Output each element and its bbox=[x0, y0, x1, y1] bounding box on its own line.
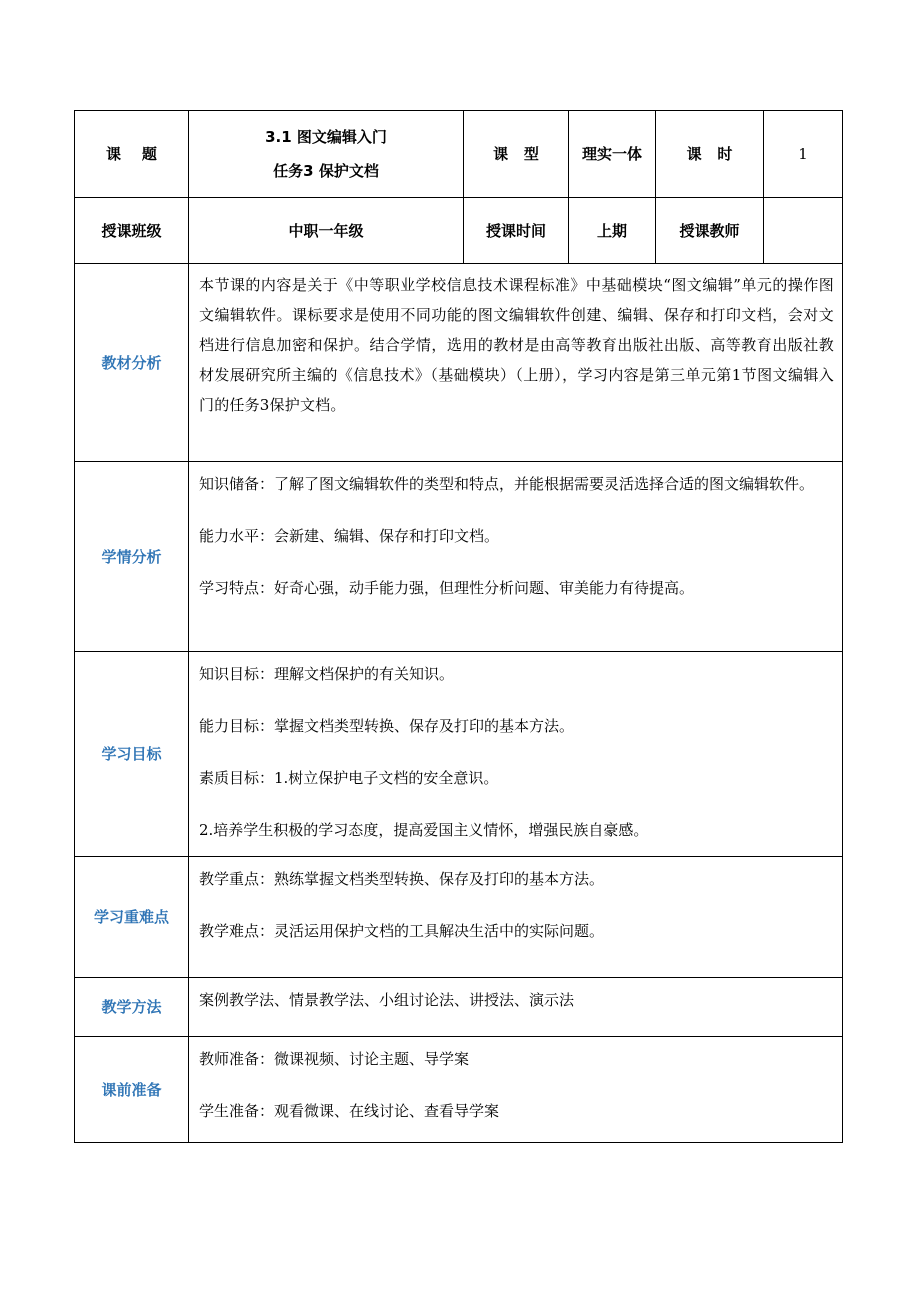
methods-label: 教学方法 bbox=[75, 978, 189, 1037]
preparation-row bbox=[75, 1037, 843, 1143]
class-label: 授课班级 bbox=[75, 198, 189, 264]
type-value: 理实一体 bbox=[569, 111, 656, 198]
methods-row bbox=[75, 978, 843, 1037]
teacher-value bbox=[764, 198, 843, 264]
textbook-text: 本节课的内容是关于《中等职业学校信息技术课程标准》中基础模块“图文编辑”单元的操作图文编辑软件。课标要求是使用不同功能的图文编辑软件创建、编辑、保存和打印文档，会对文档进行信息加密和保护。结合学情，选用的教材是由高等教育出版社出版、高等教育出版社教材发展研究所主编的《信息技术》（基础模块）（上册），学习内容是第三单元第1节图文编辑入门的任务3保护文档。 bbox=[199, 276, 834, 414]
learners-row bbox=[75, 462, 843, 652]
course-title-line1: 3.1 图文编辑入门 bbox=[265, 128, 387, 146]
textbook-label: 教材分析 bbox=[75, 264, 189, 462]
teacher-label: 授课教师 bbox=[656, 198, 764, 264]
preparation-content bbox=[189, 1037, 843, 1143]
learners-item-ability: 能力水平：会新建、编辑、保存和打印文档。 bbox=[199, 527, 500, 545]
course-title-label: 课 题 bbox=[75, 111, 189, 198]
hours-label: 课 时 bbox=[656, 111, 764, 198]
methods-item: 案例教学法、情景教学法、小组讨论法、讲授法、演示法 bbox=[199, 991, 575, 1009]
learners-item-traits: 学习特点：好奇心强，动手能力强，但理性分析问题、审美能力有待提高。 bbox=[199, 579, 695, 597]
learners-content bbox=[189, 462, 843, 652]
course-title-line2: 任务3 保护文档 bbox=[273, 162, 379, 180]
preparation-label: 课前准备 bbox=[75, 1037, 189, 1143]
methods-content bbox=[189, 978, 843, 1037]
objectives-item-ability: 能力目标：掌握文档类型转换、保存及打印的基本方法。 bbox=[199, 717, 575, 735]
preparation-item-student: 学生准备：观看微课、在线讨论、查看导学案 bbox=[199, 1102, 500, 1120]
key-points-item-difficulty: 教学难点：灵活运用保护文档的工具解决生活中的实际问题。 bbox=[199, 922, 605, 940]
type-label: 课 型 bbox=[464, 111, 569, 198]
preparation-item-teacher: 教师准备：微课视频、讨论主题、导学案 bbox=[199, 1050, 470, 1068]
objectives-item-quality: 素质目标：1.树立保护电子文档的安全意识。 bbox=[199, 769, 499, 787]
objectives-label: 学习目标 bbox=[75, 652, 189, 857]
time-value: 上期 bbox=[569, 198, 656, 264]
objectives-item-attitude: 2.培养学生积极的学习态度，提高爱国主义情怀，增强民族自豪感。 bbox=[199, 821, 649, 839]
key-points-item-focus: 教学重点：熟练掌握文档类型转换、保存及打印的基本方法。 bbox=[199, 870, 605, 888]
key-points-content bbox=[189, 857, 843, 978]
learners-item-knowledge: 知识储备：了解了图文编辑软件的类型和特点，并能根据需要灵活选择合适的图文编辑软件。 bbox=[199, 475, 815, 493]
course-title-cell bbox=[189, 111, 464, 198]
textbook-row bbox=[75, 264, 843, 462]
class-row bbox=[75, 198, 843, 264]
key-points-row bbox=[75, 857, 843, 978]
hours-value: 1 bbox=[764, 111, 843, 198]
objectives-content bbox=[189, 652, 843, 857]
textbook-content bbox=[189, 264, 843, 462]
class-value: 中职一年级 bbox=[189, 198, 464, 264]
learners-label: 学情分析 bbox=[75, 462, 189, 652]
key-points-label: 学习重难点 bbox=[75, 857, 189, 978]
time-label: 授课时间 bbox=[464, 198, 569, 264]
lesson-plan-table bbox=[74, 110, 843, 1143]
objectives-item-knowledge: 知识目标：理解文档保护的有关知识。 bbox=[199, 665, 455, 683]
title-row bbox=[75, 111, 843, 198]
objectives-row bbox=[75, 652, 843, 857]
